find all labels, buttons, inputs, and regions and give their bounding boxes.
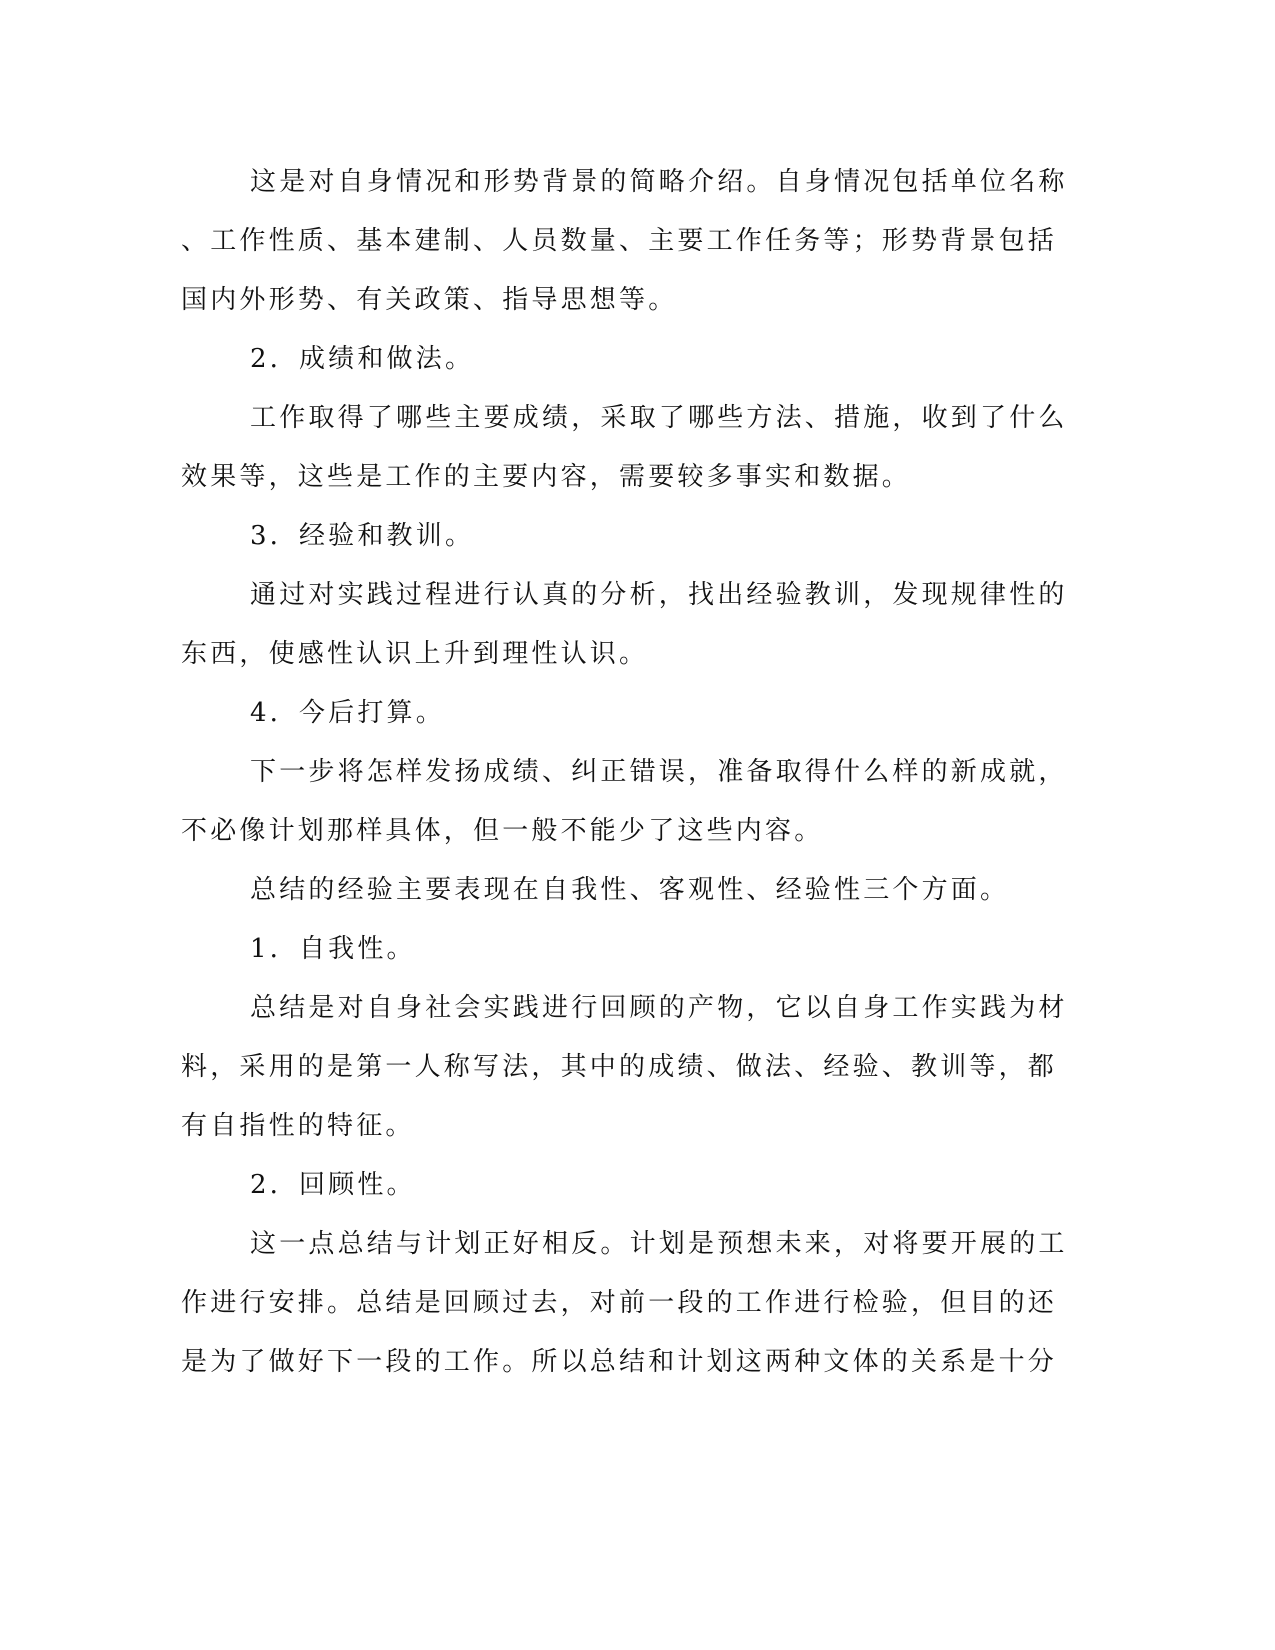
- text-line: 东西，使感性认识上升到理性认识。: [181, 639, 649, 669]
- document-body: [181, 158, 1068, 1397]
- section-heading: 3．经验和教训。: [250, 521, 475, 551]
- text-line: 作进行安排。总结是回顾过去，对前一段的工作进行检验，但目的还: [181, 1288, 1058, 1318]
- text-line: 有自指性的特征。: [181, 1111, 415, 1141]
- text-line: 通过对实践过程进行认真的分析，找出经验教训，发现规律性的: [250, 580, 1068, 610]
- section-heading: 2．回顾性。: [250, 1170, 416, 1200]
- section-heading: 1．自我性。: [250, 934, 416, 964]
- text-line: 总结的经验主要表现在自我性、客观性、经验性三个方面。: [250, 875, 1010, 905]
- text-line: 总结是对自身社会实践进行回顾的产物，它以自身工作实践为材: [250, 993, 1068, 1023]
- text-line: 下一步将怎样发扬成绩、纠正错误，准备取得什么样的新成就，: [250, 757, 1068, 787]
- text-line: 不必像计划那样具体，但一般不能少了这些内容。: [181, 816, 824, 846]
- text-line: 效果等，这些是工作的主要内容，需要较多事实和数据。: [181, 462, 912, 492]
- text-line: 、工作性质、基本建制、人员数量、主要工作任务等；形势背景包括: [181, 226, 1058, 256]
- text-line: 料，采用的是第一人称写法，其中的成绩、做法、经验、教训等，都: [181, 1052, 1058, 1082]
- text-line: 工作取得了哪些主要成绩，采取了哪些方法、措施，收到了什么: [250, 403, 1068, 433]
- text-line: 这是对自身情况和形势背景的简略介绍。自身情况包括单位名称: [250, 167, 1068, 197]
- text-line: 国内外形势、有关政策、指导思想等。: [181, 285, 678, 315]
- text-line: 是为了做好下一段的工作。所以总结和计划这两种文体的关系是十分: [181, 1347, 1058, 1377]
- section-heading: 2．成绩和做法。: [250, 344, 475, 374]
- text-line: 这一点总结与计划正好相反。计划是预想未来，对将要开展的工: [250, 1229, 1068, 1259]
- section-heading: 4．今后打算。: [250, 698, 445, 728]
